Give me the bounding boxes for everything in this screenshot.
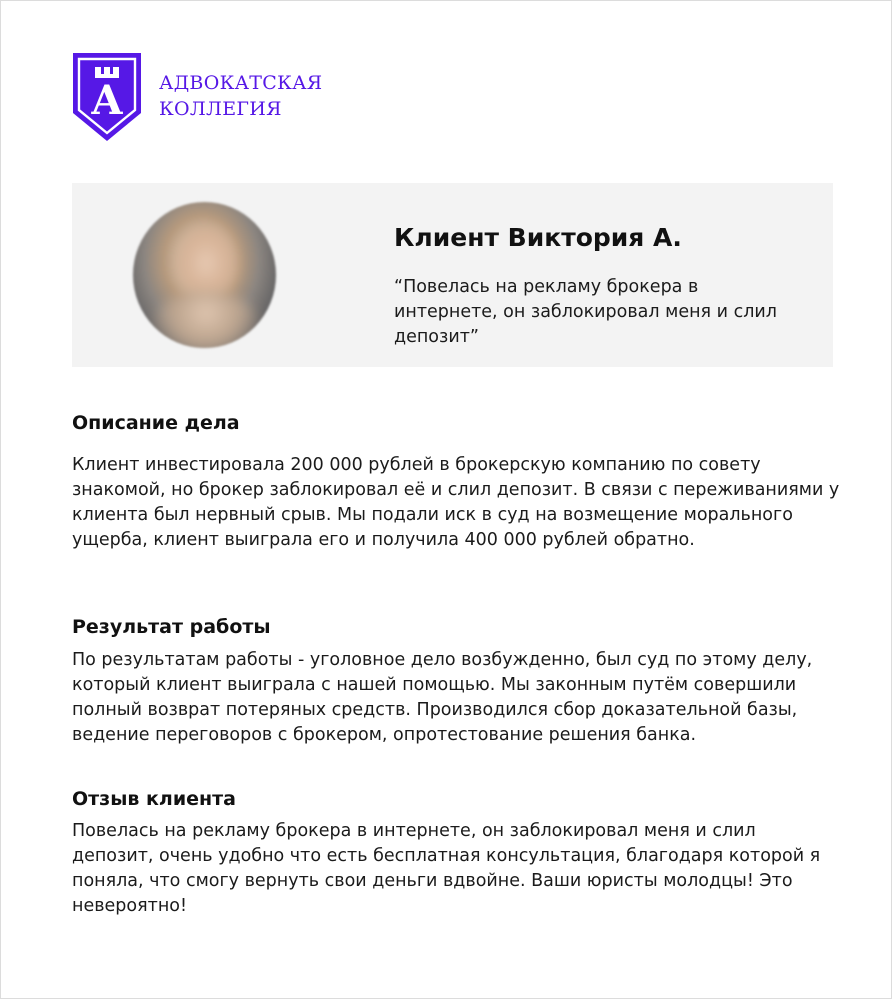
- work-result-text: По результатам работы - уголовное дело возбужденно, был суд по этому делу, который клиент выиграла с нашей помощью. Мы законным путём совершили полный возврат потеряных средств. Производился сбор доказательной базы, ведение переговоров с брокером, опротестование решения банка.: [72, 650, 813, 745]
- client-card: [72, 183, 833, 367]
- brand-name-line-1: АДВОКАТСКАЯ: [159, 72, 323, 94]
- work-result-title: Результат работы: [72, 616, 271, 638]
- client-avatar: [133, 202, 276, 348]
- client-quote: “Повелась на рекламу брокера в интернете, он заблокировал меня и слил депозит”: [394, 277, 777, 347]
- client-review-text: Повелась на рекламу брокера в интернете, он заблокировал меня и слил депозит, очень удобно что есть бесплатная консультация, благодаря которой я поняла, что смогу вернуть свои деньги вдвойне. Ваши юристы молодцы! Это невероятно!: [72, 821, 821, 916]
- brand-name-line-2: КОЛЛЕГИЯ: [159, 98, 282, 120]
- shield-letter: А: [90, 77, 124, 124]
- case-description-title: Описание дела: [72, 412, 240, 434]
- brand-name: [159, 70, 322, 122]
- client-review-title: Отзыв клиента: [72, 788, 236, 810]
- shield-logo-icon: [71, 51, 143, 143]
- brand-logo[interactable]: [71, 51, 351, 146]
- client-name: Клиент Виктория А.: [394, 223, 682, 252]
- case-description-text: Клиент инвестировала 200 000 рублей в брокерскую компанию по совету знакомой, но брокер заблокировал её и слил депозит. В связи с переживаниями у клиента был нервный срыв. Мы подали иск в суд на возмещение морального ущерба, клиент выиграла его и получила 400 000 рублей обратно.: [72, 455, 840, 550]
